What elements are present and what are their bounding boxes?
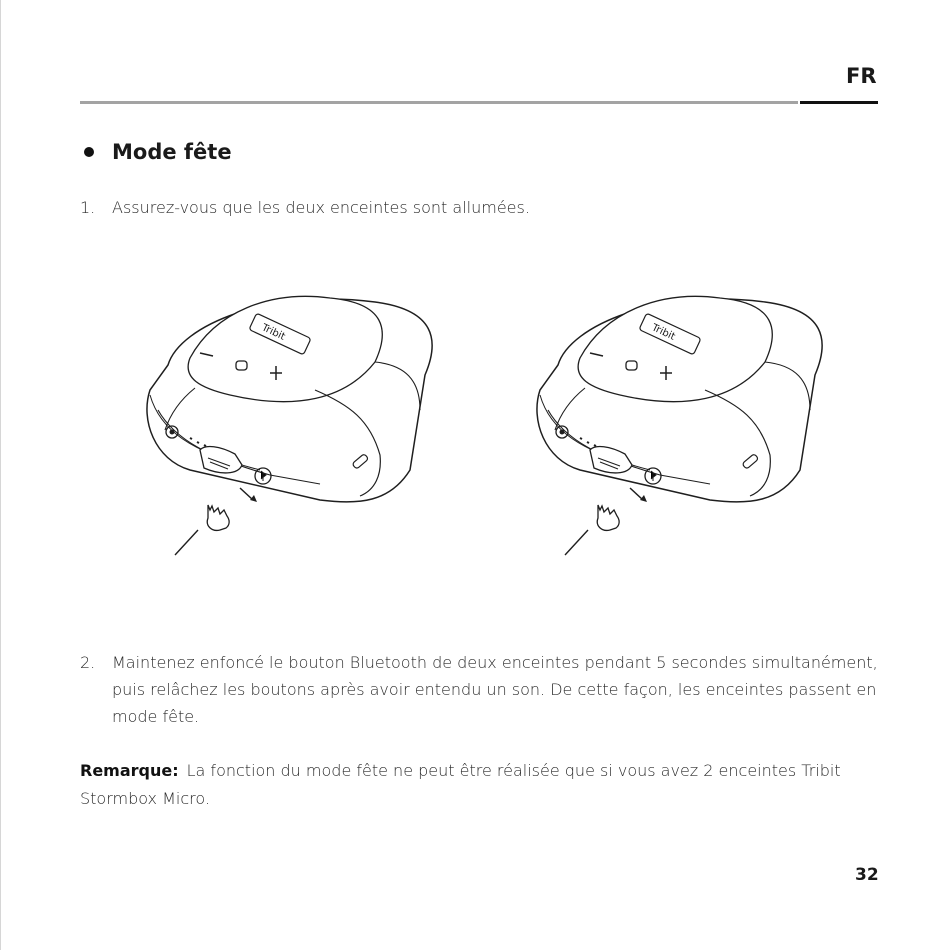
speaker-left: [147, 296, 432, 555]
section-title: Mode fête: [112, 140, 232, 164]
page-number: 32: [855, 865, 879, 885]
header-rule-accent: [800, 101, 878, 104]
step-text: Assurez-vous que les deux enceintes sont allumées.: [112, 198, 530, 217]
step-number: 1.: [80, 198, 96, 217]
step-1: [80, 194, 880, 221]
bullet-icon: [84, 147, 94, 157]
step-number: 2.: [80, 653, 96, 672]
step-2: [80, 649, 880, 730]
speaker-illustration: [120, 270, 840, 570]
language-code: FR: [846, 64, 877, 88]
speaker-right: [537, 296, 822, 555]
page-edge: [0, 0, 1, 950]
header-rule: [80, 101, 798, 104]
note-text: La fonction du mode fête ne peut être réalisée que si vous avez 2 enceintes Tribit Stormbox Micro.: [80, 761, 841, 808]
note: [80, 757, 880, 813]
note-label: Remarque:: [80, 761, 179, 780]
section-heading: [84, 140, 232, 164]
step-text: Maintenez enfoncé le bouton Bluetooth de deux enceintes pendant 5 secondes simultanément, puis relâchez les boutons après avoir entendu un son. De cette façon, les enceintes passent en mode fête.: [112, 653, 878, 726]
